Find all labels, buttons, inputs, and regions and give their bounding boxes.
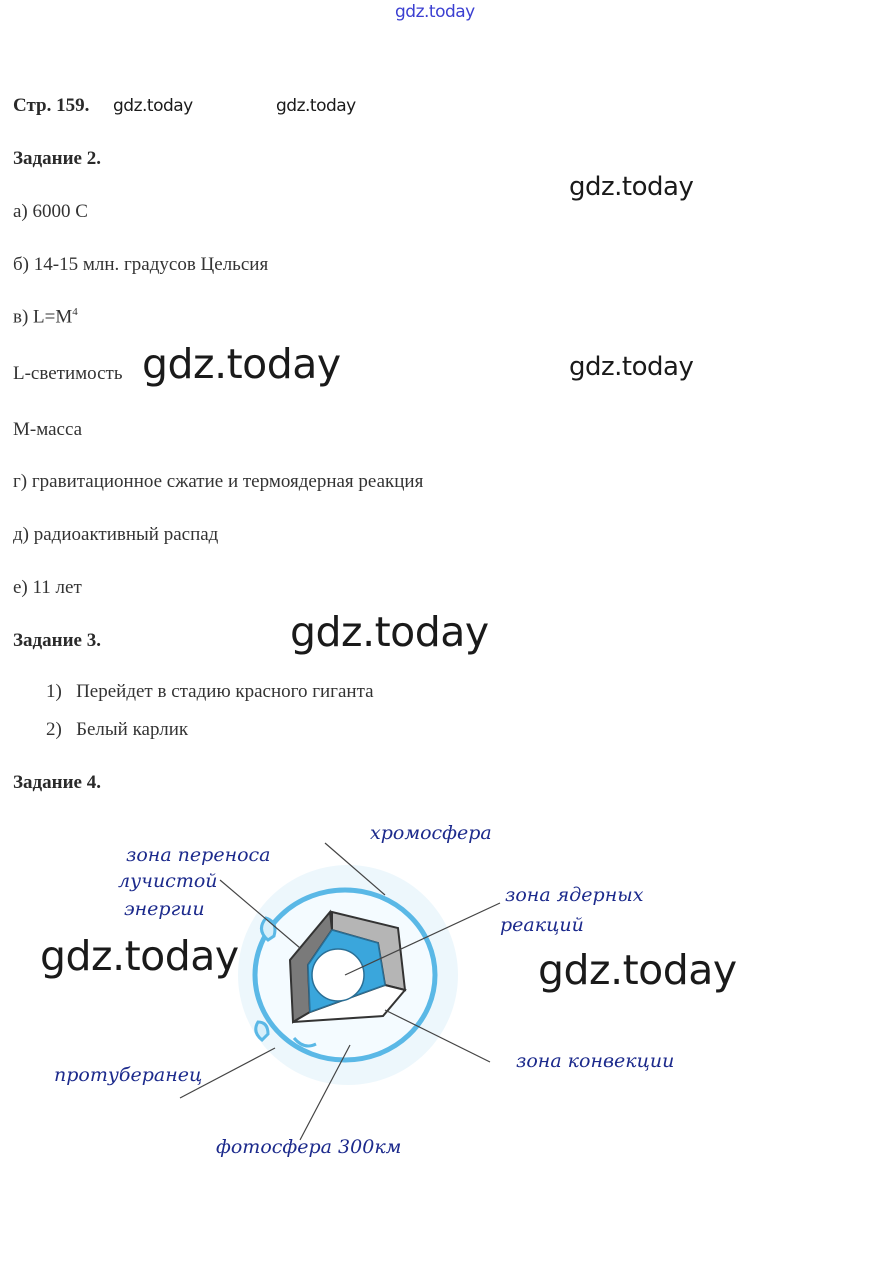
watermark-large-1: gdz.today [142,340,341,388]
label-radiative-zone-3: энергии [124,898,205,920]
task4-heading: Задание 4. [13,772,101,793]
list-item-text: Перейдет в стадию красного гиганта [76,681,374,702]
prominence-shape [256,1022,268,1040]
task2-answer-a: а) 6000 С [13,201,88,222]
task2-answer-e: е) 11 лет [13,577,82,598]
label-radiative-zone-2: лучистой [118,870,218,892]
label-chromosphere: хромосфера [370,822,492,844]
list-item-text: Белый карлик [76,719,189,740]
watermark-large-2: gdz.today [290,608,489,656]
watermark-inline-2: gdz.today [276,96,356,116]
label-photosphere: фотосфера 300км [216,1136,402,1158]
task3-heading: Задание 3. [13,630,101,651]
page-reference: Стр. 159. [13,95,90,116]
task2-heading: Задание 2. [13,148,101,169]
watermark-large-3: gdz.today [40,932,239,980]
sun-core-center [312,949,364,1001]
label-nuclear-zone-2: реакций [500,914,584,936]
task2-answer-b: б) 14-15 млн. градусов Цельсия [13,254,269,275]
list-item-number: 1) [46,681,62,702]
label-prominence: протуберанец [54,1064,203,1086]
watermark-right-1: gdz.today [569,172,694,202]
task2-formula-exponent: 4 [72,306,78,318]
task2-luminosity-def: L-светимость [13,363,123,384]
task2-answer-d: д) радиоактивный распад [13,524,219,545]
label-radiative-zone-1: зона переноса [126,844,271,866]
watermark-right-2: gdz.today [569,352,694,382]
label-convection-zone: зона конвекции [516,1050,675,1072]
watermark-large-4: gdz.today [538,946,737,994]
task2-answer-g: г) гравитационное сжатие и термоядерная реакция [13,471,424,492]
list-item-number: 2) [46,719,62,740]
task2-mass-def: М-масса [13,419,83,440]
task2-formula: в) L=M [13,306,73,328]
watermark-top: gdz.today [395,2,475,22]
watermark-inline: gdz.today [113,96,193,116]
label-nuclear-zone-1: зона ядерных [505,884,644,906]
